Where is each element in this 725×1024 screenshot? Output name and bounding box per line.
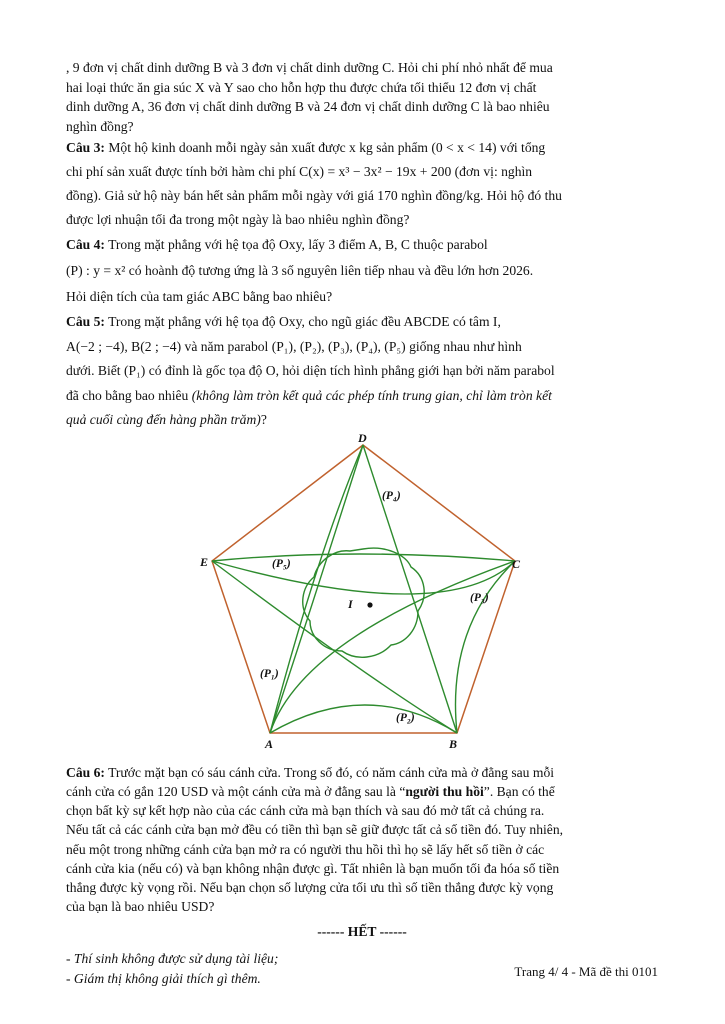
note-line: - Giám thị không giải thích gì thêm. [66, 970, 261, 986]
question-text: chi phí sản xuất được tính bởi hàm chi phí C(x) = x³ − 3x² − 19x + 200 (đơn vị: nghìn [66, 164, 533, 180]
parabola-label-p4: (P₄) [382, 489, 401, 502]
question-note: (không làm tròn kết quả các phép tính trung gian, chỉ làm tròn kết [191, 387, 552, 403]
question-label: Câu 3: [66, 140, 105, 156]
question-text: Nếu tất cả các cánh cửa bạn mở đều có tiền thì bạn sẽ giữ được tất cả số tiền đó. Tuy nhiên, [66, 822, 564, 838]
question-text: được lợi nhuận tối đa trong một ngày là bao nhiêu nghìn đồng? [66, 212, 410, 228]
vertex-label-a: A [265, 736, 274, 751]
parabola-label-p3: (P₃) [470, 591, 489, 604]
question-text: đã cho bằng bao nhiêu [66, 387, 189, 403]
question-emphasis: người thu hồi [405, 784, 484, 800]
exam-page [66, 58, 658, 988]
question-text: của bạn là bao nhiêu USD? [66, 899, 215, 915]
note-line: - Thí sinh không được sử dụng tài liệu; [66, 951, 279, 967]
vertex-label-c: C [512, 556, 521, 571]
question-4 [66, 232, 658, 310]
question-text: dưới. Biết (P₁) có đỉnh là gốc tọa độ O, hỏi diện tích hình phẳng giới hạn bởi năm parabol [66, 363, 555, 379]
question-text: cánh cửa có gắn 120 USD và một cánh cửa mà ở đằng sau là “ [66, 784, 406, 800]
intro-line: , 9 đơn vị chất dinh dưỡng B và 3 đơn vị chất dinh dưỡng C. Hỏi chi phí nhỏ nhất để mua [66, 60, 553, 75]
parabola-label-p5: (P₅) [272, 557, 291, 570]
vertex-label-d: D [358, 430, 367, 445]
parabola-p2 [270, 705, 457, 733]
vertex-label-b: B [449, 736, 458, 751]
intro-line: dinh dưỡng A, 36 đơn vị chất dinh dưỡng B và 24 đơn vị chất dinh dưỡng C là bao nhiêu [66, 99, 550, 115]
question-text: cánh cửa kia (nếu có) và bạn không nhận được gì. Tất nhiên là bạn muốn tối đa hóa số tiền [66, 860, 560, 876]
center-point-i [367, 602, 372, 607]
page-footer: Trang 4/ 4 - Mã đề thi 0101 [514, 964, 658, 979]
question-text: Trong mặt phẳng với hệ tọa độ Oxy, cho ngũ giác đều ABCDE có tâm I, [108, 314, 501, 330]
end-marker [66, 922, 658, 942]
question-text: (P) : y = x² có hoành độ tương ứng là 3 số nguyên liên tiếp nhau và đều lớn hơn 2026. [66, 263, 534, 279]
question-text: Hỏi diện tích của tam giác ABC bằng bao nhiêu? [66, 289, 333, 305]
intro-line: hai loại thức ăn gia súc X và Y sao cho hỗn hợp thu được chứa tối thiểu 12 đơn vị chất [66, 79, 537, 95]
question-5 [66, 310, 658, 433]
question-text: Trước mặt bạn có sáu cánh cửa. Trong số đó, có năm cánh cửa mà ở đằng sau mỗi [108, 764, 555, 780]
intro-text [66, 58, 658, 136]
question-text: A(−2 ; −4), B(2 ; −4) và năm parabol (P₁), (P₂), (P₃), (P₄), (P₅) giống nhau như hình [66, 338, 522, 354]
question-text: thắng được kỳ vọng rồi. Nếu bạn chọn số lượng cửa tối ưu thì số tiền thắng được kỳ vọng [66, 880, 554, 896]
end-marker-text: ------ HẾT ------ [317, 923, 407, 939]
question-text: ”. Bạn có thể [483, 784, 555, 800]
center-label-i: I [348, 596, 353, 611]
intro-line: nghìn đồng? [66, 118, 134, 134]
question-label: Câu 6: [66, 764, 105, 780]
pentagon-figure [66, 430, 658, 759]
question-text: đồng). Giả sử hộ này bán hết sản phẩm mỗi ngày với giá 170 nghìn đồng/kg. Hỏi hộ đó thu [66, 188, 562, 204]
question-text: Một hộ kinh doanh mỗi ngày sản xuất được x kg sản phẩm (0 < x < 14) với tổng [108, 140, 546, 156]
question-text: ? [260, 412, 267, 428]
question-3 [66, 136, 658, 232]
vertex-label-e: E [200, 554, 209, 569]
question-label: Câu 5: [66, 314, 105, 330]
parabola-p1 [270, 445, 363, 733]
question-text: chọn bất kỳ sự kết hợp nào của các cánh cửa mà bạn thích và sau đó mở tất cả chúng ra. [66, 803, 545, 819]
question-6 [66, 763, 658, 917]
parabola-label-p1: (P₁) [260, 667, 279, 680]
parabola-label-p2: (P₂) [396, 711, 415, 724]
parabola-p5 [212, 554, 515, 561]
question-label: Câu 4: [66, 237, 105, 253]
question-text: nếu một trong những cánh cửa bạn mở ra có người thu hồi thì họ sẽ lấy hết số tiền ở các [66, 841, 545, 857]
question-note: quả cuối cùng đến hàng phần trăm) [66, 412, 261, 428]
pentagon-diagram [66, 437, 658, 759]
question-text: Trong mặt phẳng với hệ tọa độ Oxy, lấy 3 điểm A, B, C thuộc parabol [108, 237, 488, 253]
